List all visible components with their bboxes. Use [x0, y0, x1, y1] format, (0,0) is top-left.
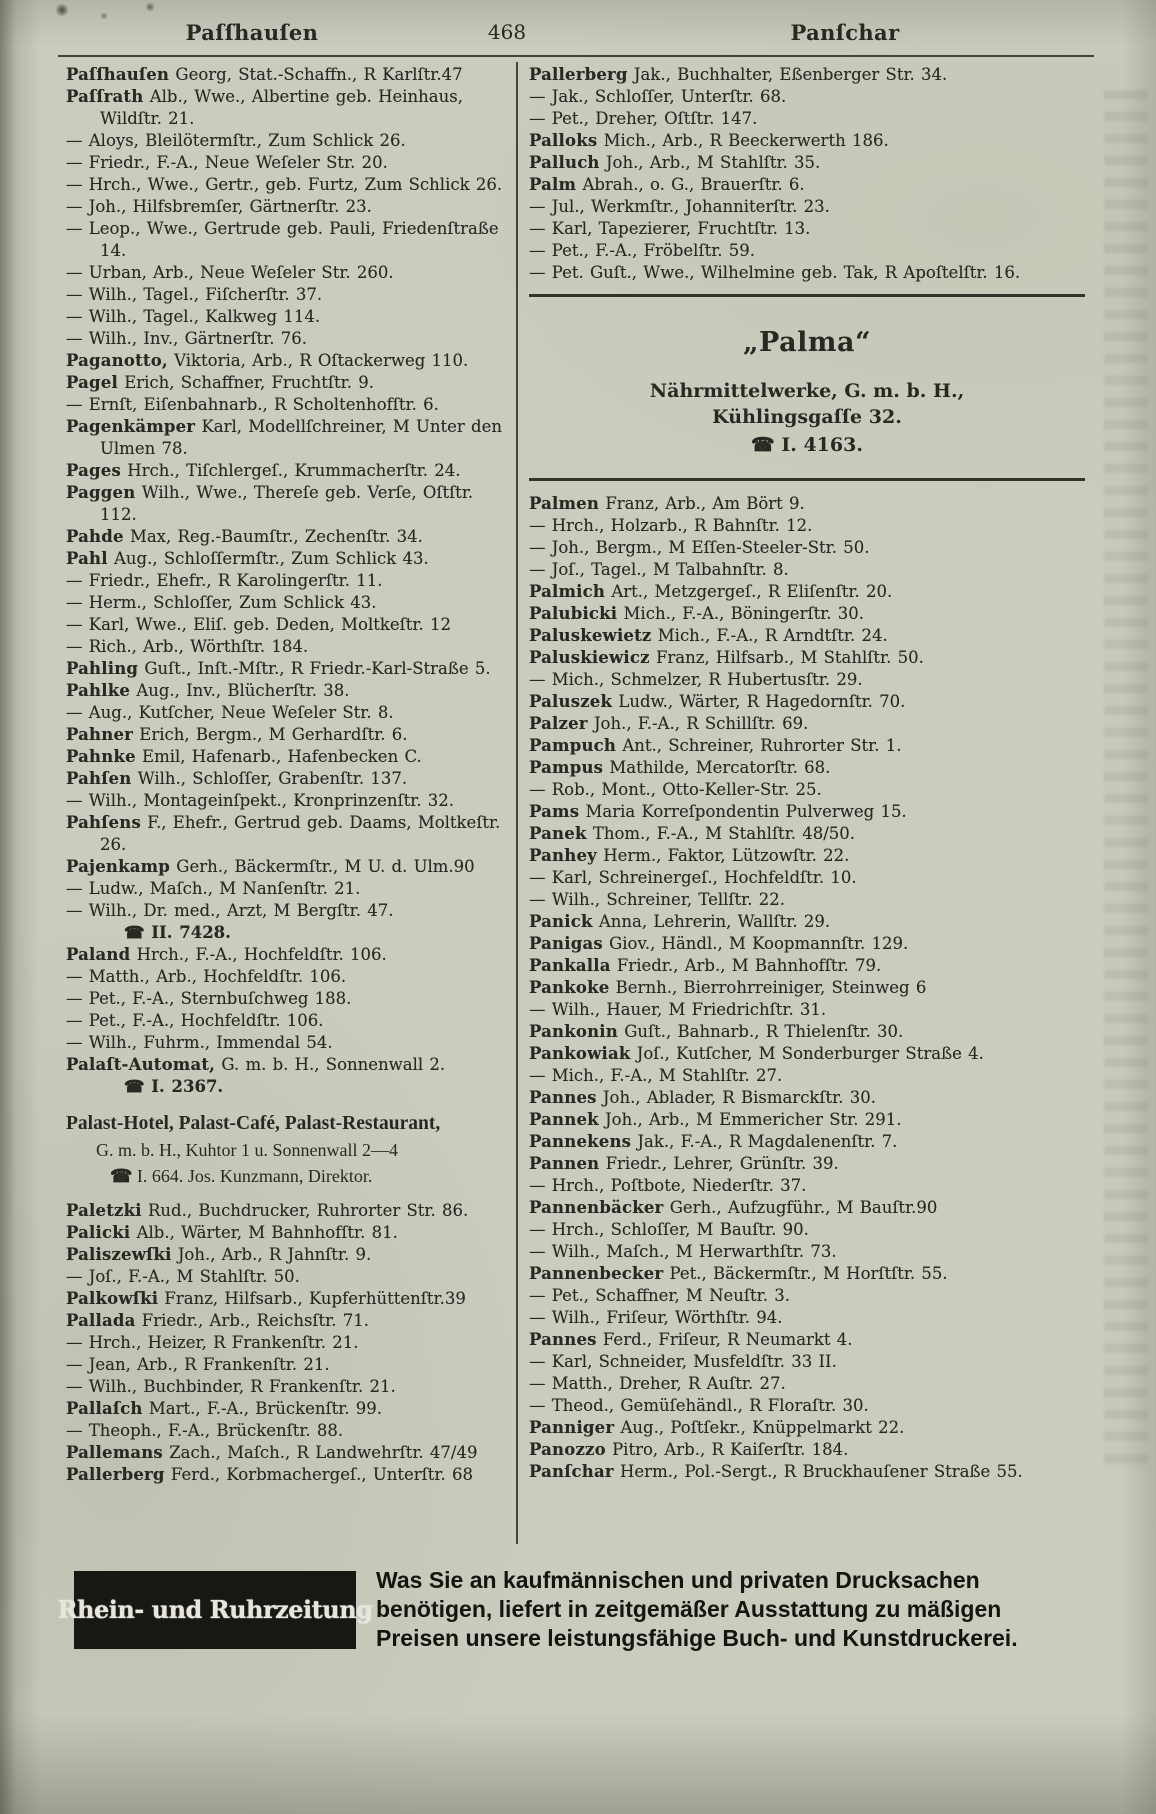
directory-entry: Paſſrath Alb., Wwe., Albertine geb. Heinhaus, Wildſtr. 21. [66, 87, 463, 128]
directory-entry: — Joſ., Tagel., M Talbahnſtr. 8. [529, 560, 789, 579]
right-column-top [529, 64, 1085, 284]
entry-surname: Panniger [529, 1418, 615, 1437]
directory-entry: Pankalla Friedr., Arb., M Bahnhofſtr. 79. [529, 956, 882, 975]
entry-surname: Pahling [66, 659, 139, 678]
directory-entry: — Karl, Schneider, Musfeldſtr. 33 II. [529, 1352, 837, 1371]
directory-entry: — Hrch., Poſtbote, Niederſtr. 37. [529, 1176, 807, 1195]
entry-surname: Palkowſki [66, 1289, 159, 1308]
phone-line: ☎ II. 7428. [124, 923, 231, 942]
directory-entry: Pahling Guſt., Inſt.-Mſtr., R Friedr.-Karl-Straße 5. [66, 659, 491, 678]
column-divider [516, 62, 518, 1544]
directory-entry: — Friedr., Ehefr., R Karolingerſtr. 11. [66, 571, 383, 590]
directory-entry: Pagenkämper Karl, Modellſchreiner, M Unter den Ulmen 78. [66, 417, 502, 458]
entry-surname: Paganotto, [66, 351, 168, 370]
guide-word-left: Paſſhauſen [185, 20, 319, 45]
right-column [529, 64, 1085, 1483]
directory-entry: — Wilh., Fuhrm., Immendal 54. [66, 1033, 333, 1052]
entry-surname: Palubicki [529, 604, 618, 623]
entry-surname: Paſſhauſen [66, 65, 170, 84]
entry-surname: Panſchar [529, 1462, 614, 1481]
directory-entry: — Jean, Arb., R Frankenſtr. 21. [66, 1355, 330, 1374]
directory-entry: — Leop., Wwe., Gertrude geb. Pauli, Friedenſtraße 14. [66, 219, 499, 260]
directory-entry: Paluszek Ludw., Wärter, R Hagedornſtr. 70. [529, 692, 906, 711]
phone-icon: ☎ [751, 434, 775, 456]
newspaper-logo: Rhein- und Ruhrzeitung [74, 1571, 356, 1649]
entry-surname: Pagenkämper [66, 417, 196, 436]
directory-entry: — Jul., Werkmſtr., Johanniterſtr. 23. [529, 197, 830, 216]
directory-entry: Pallerberg Jak., Buchhalter, Eßenberger Str. 34. [529, 65, 948, 84]
ad-address-line: Kühlingsgaſſe 32. [712, 406, 902, 428]
directory-entry: Pallada Friedr., Arb., Reichsſtr. 71. [66, 1311, 369, 1330]
ad-company-line: Nährmittelwerke, G. m. b. H., [649, 380, 965, 402]
directory-entry: Palzer Joh., F.-A., R Schillſtr. 69. [529, 714, 809, 733]
directory-entry: Pannenbecker Pet., Bäckermſtr., M Horſtſtr. 55. [529, 1264, 948, 1283]
entry-surname: Pahlke [66, 681, 131, 700]
entry-surname: Palloks [529, 131, 598, 150]
directory-entry: Pahſen Wilh., Schloſſer, Grabenſtr. 137. [66, 769, 408, 788]
footer-ad-text [376, 1566, 1088, 1653]
directory-entry: Paluskewietz Mich., F.-A., R Arndtſtr. 24. [529, 626, 888, 645]
directory-entry: — Wilh., Tagel., Fiſcherſtr. 37. [66, 285, 323, 304]
directory-entry: Pahl Aug., Schloſſermſtr., Zum Schlick 43. [66, 549, 429, 568]
entry-surname: Pallaſch [66, 1399, 143, 1418]
directory-entry: Panozzo Pitro, Arb., R Kaiſerſtr. 184. [529, 1440, 849, 1459]
entry-surname: Palaſt-Automat, [66, 1055, 216, 1074]
directory-entry: Pahner Erich, Bergm., M Gerhardſtr. 6. [66, 725, 408, 744]
directory-entry: Pannenbäcker Gerh., Aufzugführ., M Bauſtr.90 [529, 1198, 938, 1217]
entry-surname: Palmen [529, 494, 600, 513]
directory-entry: Pannekens Jak., F.-A., R Magdalenenſtr. 7. [529, 1132, 898, 1151]
directory-entry: Panek Thom., F.-A., M Stahlſtr. 48/50. [529, 824, 856, 843]
palast-hotel-title: Palast-Hotel, Palast-Café, Palast-Restaurant, [66, 1113, 441, 1134]
directory-entry: — Ludw., Maſch., M Nanſenſtr. 21. [66, 879, 361, 898]
directory-entry: Panigas Giov., Händl., M Koopmannſtr. 129. [529, 934, 909, 953]
entry-surname: Pajenkamp [66, 857, 171, 876]
entry-surname: Pams [529, 802, 580, 821]
entry-surname: Paletzki [66, 1201, 142, 1220]
entry-surname: Pahner [66, 725, 134, 744]
entry-surname: Pankowiak [529, 1044, 631, 1063]
directory-entry: Pagel Erich, Schaffner, Fruchtſtr. 9. [66, 373, 374, 392]
directory-entry: Palmich Art., Metzgergeſ., R Eliſenſtr. 20. [529, 582, 893, 601]
directory-entry: Panniger Aug., Poſtſekr., Knüppelmarkt 22. [529, 1418, 905, 1437]
directory-entry: Panhey Herm., Faktor, Lützowſtr. 22. [529, 846, 850, 865]
entry-surname: Pannek [529, 1110, 599, 1129]
entry-surname: Pampus [529, 758, 604, 777]
directory-entry: — Pet., F.-A., Hochfeldſtr. 106. [66, 1011, 324, 1030]
directory-entry: — Aug., Kutſcher, Neue Weſeler Str. 8. [66, 703, 394, 722]
directory-entry: — Wilh., Dr. med., Arzt, M Bergſtr. 47. [66, 901, 394, 920]
entry-surname: Pannenbecker [529, 1264, 664, 1283]
directory-entry: Palkowſki Franz, Hilfsarb., Kupferhüttenſtr.39 [66, 1289, 466, 1308]
directory-entry: Pankonin Guſt., Bahnarb., R Thielenſtr. 30. [529, 1022, 904, 1041]
entry-surname: Pallerberg [529, 65, 628, 84]
directory-entry: — Hrch., Wwe., Gertr., geb. Furtz, Zum Schlick 26. [66, 175, 503, 194]
directory-entry: — Pet., Dreher, Oſtſtr. 147. [529, 109, 758, 128]
entry-surname: Panozzo [529, 1440, 606, 1459]
entry-surname: Pannekens [529, 1132, 632, 1151]
ad-phone-number: I. 4163. [781, 434, 863, 456]
footer-ad-line: Was Sie an kaufmännischen und privaten Drucksachen [376, 1567, 980, 1593]
directory-entry: — Joſ., F.-A., M Stahlſtr. 50. [66, 1267, 300, 1286]
directory-entry: Paland Hrch., F.-A., Hochfeldſtr. 106. [66, 945, 387, 964]
directory-entry: Pannek Joh., Arb., M Emmericher Str. 291. [529, 1110, 902, 1129]
directory-entry: — Wilh., Schreiner, Tellſtr. 22. [529, 890, 785, 909]
entry-surname: Pallemans [66, 1443, 163, 1462]
entry-surname: Paluskewietz [529, 626, 652, 645]
directory-entry: — Hrch., Schloſſer, M Bauſtr. 90. [529, 1220, 809, 1239]
directory-entry: Paſſhauſen Georg, Stat.-Schaffn., R Karlſtr.47 [66, 65, 463, 84]
directory-entry: Pannes Ferd., Friſeur, R Neumarkt 4. [529, 1330, 853, 1349]
directory-entry: Pages Hrch., Tiſchlergeſ., Krummacherſtr. 24. [66, 461, 461, 480]
ad-rule-top [529, 294, 1085, 297]
entry-surname: Pankalla [529, 956, 611, 975]
page-bleed-through [1104, 90, 1148, 1470]
directory-entry: — Karl, Wwe., Eliſ. geb. Deden, Moltkeſtr. 12 [66, 615, 451, 634]
directory-entry: — Wilh., Inv., Gärtnerſtr. 76. [66, 329, 307, 348]
directory-entry: — Pet., Schaffner, M Neuſtr. 3. [529, 1286, 790, 1305]
directory-entry: — Mich., F.-A., M Stahlſtr. 27. [529, 1066, 783, 1085]
entry-surname: Palzer [529, 714, 588, 733]
palma-ad [529, 294, 1085, 481]
footer-ad-line: benötigen, liefert in zeitgemäßer Ausstattung zu mäßigen [376, 1596, 1002, 1622]
entry-surname: Panigas [529, 934, 603, 953]
directory-entry: — Theoph., F.-A., Brückenſtr. 88. [66, 1421, 344, 1440]
entry-surname: Pankonin [529, 1022, 618, 1041]
palast-hotel-entry [66, 1112, 512, 1188]
directory-entry: — Mich., Schmelzer, R Hubertusſtr. 29. [529, 670, 863, 689]
directory-entry: — Joh., Bergm., M Eſſen-Steeler-Str. 50. [529, 538, 870, 557]
directory-entry: — Wilh., Friſeur, Wörthſtr. 94. [529, 1308, 783, 1327]
entry-surname: Paluskiewicz [529, 648, 650, 667]
entry-surname: Paggen [66, 483, 136, 502]
directory-entry: — Theod., Gemüſehändl., R Floraſtr. 30. [529, 1396, 869, 1415]
directory-entry: — Wilh., Buchbinder, R Frankenſtr. 21. [66, 1377, 396, 1396]
directory-entry: — Jak., Schloſſer, Unterſtr. 68. [529, 87, 787, 106]
entry-surname: Palmich [529, 582, 606, 601]
directory-entry: Pallerberg Ferd., Korbmachergeſ., Unterſtr. 68 [66, 1465, 473, 1484]
directory-entry: Pajenkamp Gerh., Bäckermſtr., M U. d. Ulm.90 [66, 857, 475, 876]
header-rule [58, 55, 1094, 57]
phone-line: ☎ I. 2367. [124, 1077, 224, 1096]
guide-word-right: Panſchar [790, 20, 900, 45]
directory-entry: — Friedr., F.-A., Neue Weſeler Str. 20. [66, 153, 388, 172]
directory-entry: Palluch Joh., Arb., M Stahlſtr. 35. [529, 153, 821, 172]
entry-surname: Pages [66, 461, 121, 480]
directory-entry: — Wilh., Maſch., M Herwarthſtr. 73. [529, 1242, 837, 1261]
directory-entry: — Herm., Schloſſer, Zum Schlick 43. [66, 593, 377, 612]
directory-entry: Pannen Friedr., Lehrer, Grünſtr. 39. [529, 1154, 839, 1173]
directory-entry: Panſchar Herm., Pol.-Sergt., R Bruckhauſener Straße 55. [529, 1462, 1023, 1481]
entry-surname: Panick [529, 912, 593, 931]
directory-entry: Palaſt-Automat, G. m. b. H., Sonnenwall 2. [66, 1055, 446, 1074]
entry-surname: Paſſrath [66, 87, 144, 106]
entry-surname: Pallerberg [66, 1465, 165, 1484]
directory-entry: Pahnke Emil, Hafenarb., Hafenbecken C. [66, 747, 422, 766]
footer-ad [57, 1566, 1088, 1653]
directory-entry: — Urban, Arb., Neue Weſeler Str. 260. [66, 263, 394, 282]
page-number: 468 [487, 20, 527, 44]
palast-hotel-address: G. m. b. H., Kuhtor 1 u. Sonnenwall 2—4 [96, 1140, 398, 1160]
entry-surname: Panek [529, 824, 587, 843]
directory-entry: Pampus Mathilde, Mercatorſtr. 68. [529, 758, 831, 777]
directory-entry: — Matth., Arb., Hochfeldſtr. 106. [66, 967, 347, 986]
entry-surname: Pannen [529, 1154, 600, 1173]
entry-surname: Palm [529, 175, 577, 194]
directory-entry: — Aloys, Bleilötermſtr., Zum Schlick 26. [66, 131, 406, 150]
directory-entry: Pallemans Zach., Maſch., R Landwehrſtr. 47/49 [66, 1443, 478, 1462]
directory-entry: Palicki Alb., Wärter, M Bahnhofſtr. 81. [66, 1223, 398, 1242]
directory-entry: Panick Anna, Lehrerin, Wallſtr. 29. [529, 912, 831, 931]
directory-entry: Palmen Franz, Arb., Am Bört 9. [529, 494, 805, 513]
directory-entry: — Wilh., Hauer, M Friedrichſtr. 31. [529, 1000, 827, 1019]
directory-entry: Pannes Joh., Ablader, R Bismarckſtr. 30. [529, 1088, 876, 1107]
ad-phone-line [529, 434, 1085, 456]
directory-entry: — Hrch., Heizer, R Frankenſtr. 21. [66, 1333, 359, 1352]
directory-entry: Paganotto, Viktoria, Arb., R Oſtackerweg 110. [66, 351, 469, 370]
directory-entry: — Pet. Guſt., Wwe., Wilhelmine geb. Tak, R Apoſtelſtr. 16. [529, 263, 1021, 282]
entry-surname: Pampuch [529, 736, 617, 755]
entry-surname: Pahſens [66, 813, 141, 832]
directory-entry: — Pet., F.-A., Fröbelſtr. 59. [529, 241, 756, 260]
directory-entry: Pankowiak Joſ., Kutſcher, M Sonderburger Straße 4. [529, 1044, 984, 1063]
palast-hotel-phone: ☎ I. 664. Jos. Kunzmann, Direktor. [110, 1166, 373, 1186]
directory-entry: — Wilh., Tagel., Kalkweg 114. [66, 307, 321, 326]
entry-surname: Panhey [529, 846, 597, 865]
directory-entry: — Wilh., Montageinſpekt., Kronprinzenſtr. 32. [66, 791, 455, 810]
phone-icon: ☎ [124, 923, 145, 942]
directory-entry: — Hrch., Holzarb., R Bahnſtr. 12. [529, 516, 813, 535]
directory-entry: — Ernſt, Eiſenbahnarb., R Scholtenhofſtr. 6. [66, 395, 439, 414]
entry-surname: Pahſen [66, 769, 132, 788]
entry-surname: Paland [66, 945, 131, 964]
directory-entry: — Pet., F.-A., Sternbuſchweg 188. [66, 989, 352, 1008]
phone-icon: ☎ [110, 1166, 133, 1186]
directory-entry: — Matth., Dreher, R Auſtr. 27. [529, 1374, 786, 1393]
entry-surname: Pahl [66, 549, 108, 568]
footer-ad-line: Preisen unsere leistungsfähige Buch- und Kunstdruckerei. [376, 1625, 1018, 1651]
directory-entry: Pallaſch Mart., F.-A., Brückenſtr. 99. [66, 1399, 383, 1418]
entry-surname: Pallada [66, 1311, 136, 1330]
directory-entry: Paletzki Rud., Buchdrucker, Ruhrorter Str. 86. [66, 1201, 469, 1220]
directory-entry: Pahlke Aug., Inv., Blücherſtr. 38. [66, 681, 350, 700]
right-column-rest [529, 493, 1085, 1483]
directory-entry: — Rich., Arb., Wörthſtr. 184. [66, 637, 309, 656]
page-header [0, 20, 1156, 52]
directory-entry: — Joh., Hilfsbremſer, Gärtnerſtr. 23. [66, 197, 372, 216]
directory-entry: — Karl, Tapezierer, Fruchtſtr. 13. [529, 219, 811, 238]
entry-surname: Pannes [529, 1088, 597, 1107]
left-column [66, 64, 512, 1486]
directory-entry: Pahde Max, Reg.-Baumſtr., Zechenſtr. 34. [66, 527, 423, 546]
entry-surname: Pahde [66, 527, 124, 546]
directory-entry: Pankoke Bernh., Bierrohrreiniger, Steinweg 6 [529, 978, 927, 997]
directory-entry: — Karl, Schreinergeſ., Hochfeldſtr. 10. [529, 868, 857, 887]
directory-entry: Palloks Mich., Arb., R Beeckerwerth 186. [529, 131, 889, 150]
directory-entry: — Rob., Mont., Otto-Keller-Str. 25. [529, 780, 822, 799]
entry-surname: Pahnke [66, 747, 136, 766]
entry-surname: Palluch [529, 153, 600, 172]
directory-entry: Pams Maria Korreſpondentin Pulverweg 15. [529, 802, 907, 821]
ad-rule-bottom [529, 478, 1085, 481]
directory-entry: Palubicki Mich., F.-A., Böningerſtr. 30. [529, 604, 865, 623]
entry-surname: Paluszek [529, 692, 613, 711]
entry-surname: Palicki [66, 1223, 131, 1242]
entry-surname: Pagel [66, 373, 118, 392]
entry-surname: Paliszewſki [66, 1245, 172, 1264]
entry-surname: Pankoke [529, 978, 610, 997]
directory-entry: Paliszewſki Joh., Arb., R Jahnſtr. 9. [66, 1245, 372, 1264]
directory-entry: Paluskiewicz Franz, Hilfsarb., M Stahlſtr. 50. [529, 648, 924, 667]
entry-surname: Pannes [529, 1330, 597, 1349]
directory-entry: Palm Abrah., o. G., Brauerſtr. 6. [529, 175, 805, 194]
directory-entry: Pahſens F., Ehefr., Gertrud geb. Daams, Moltkeſtr. 26. [66, 813, 501, 854]
directory-entry: Paggen Wilh., Wwe., Thereſe geb. Verſe, Oſtſtr. 112. [66, 483, 474, 524]
phone-icon: ☎ [124, 1077, 145, 1096]
ad-title: „Palma“ [743, 327, 871, 358]
directory-entry: Pampuch Ant., Schreiner, Ruhrorter Str. 1. [529, 736, 902, 755]
entry-surname: Pannenbäcker [529, 1198, 664, 1217]
